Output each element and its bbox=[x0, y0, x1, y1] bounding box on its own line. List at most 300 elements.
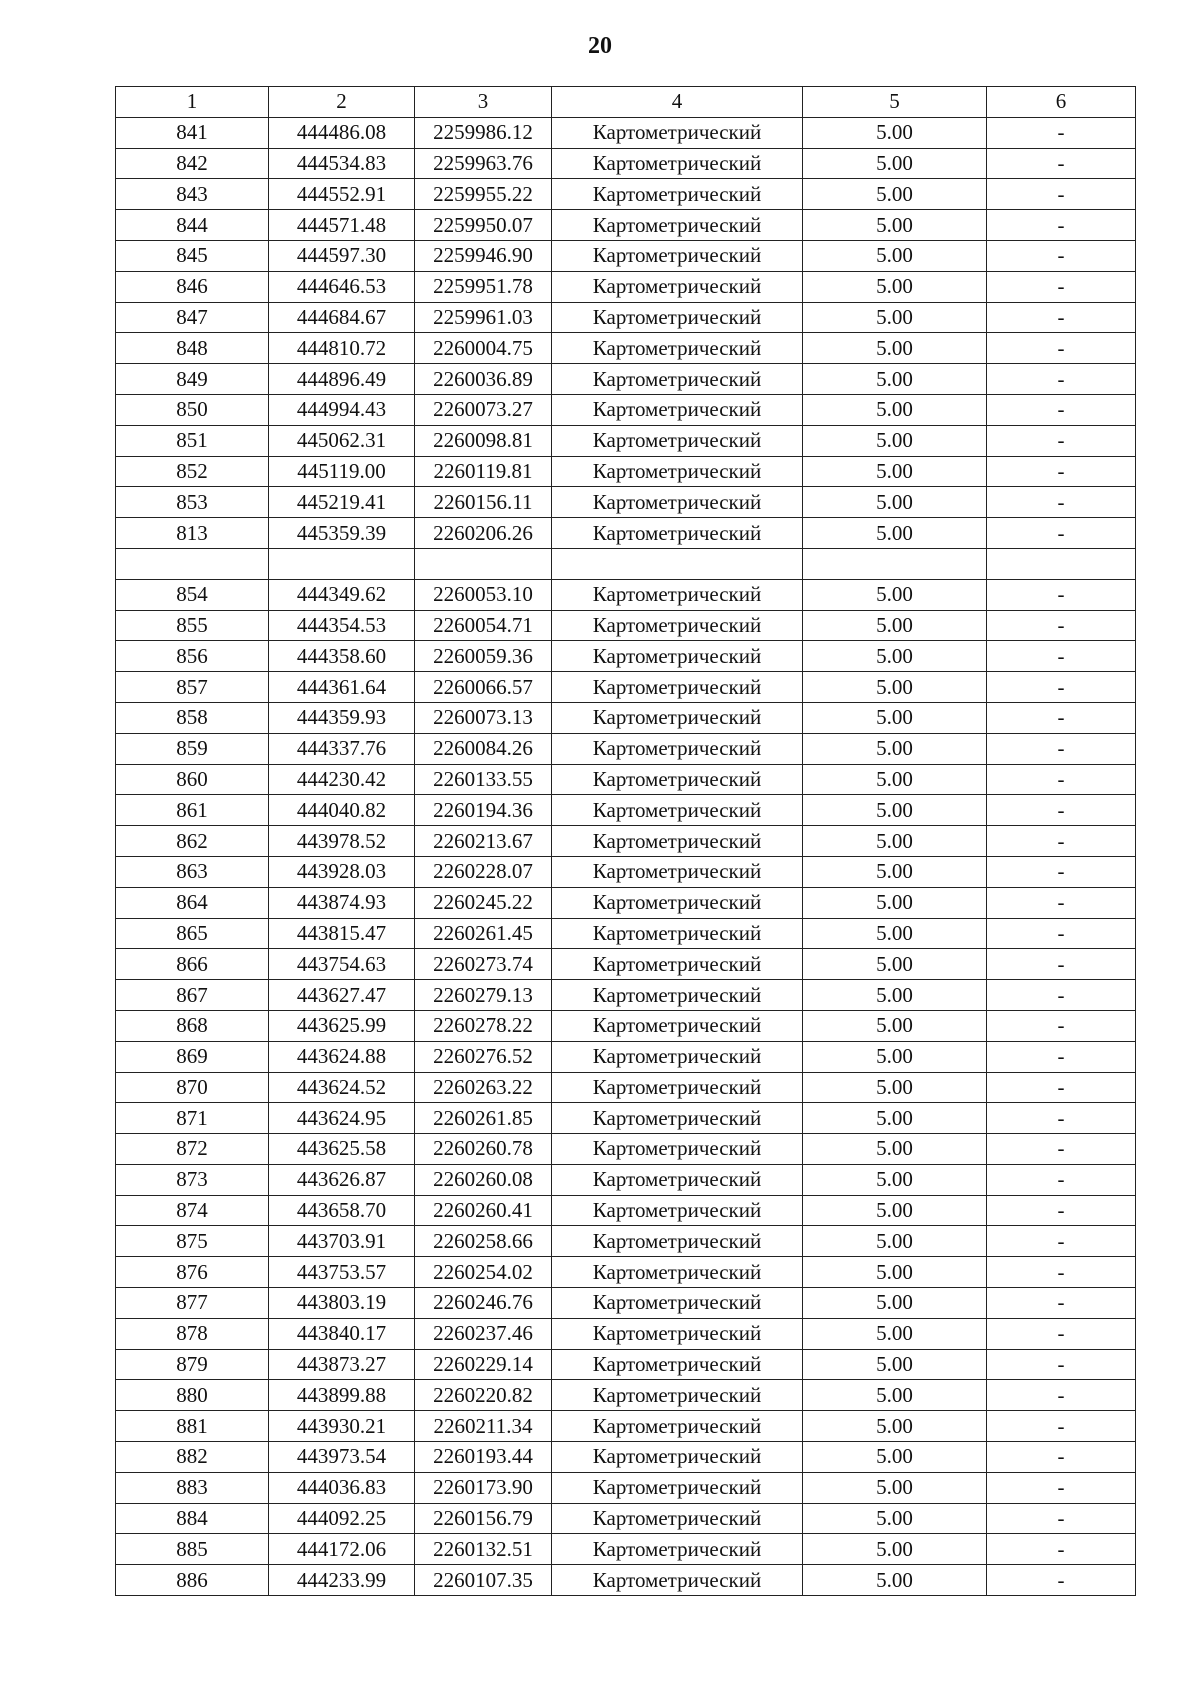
x-coordinate-cell: 443873.27 bbox=[269, 1349, 415, 1380]
table-row bbox=[116, 672, 1136, 703]
point-number-cell: 855 bbox=[116, 610, 269, 641]
point-number-cell: 862 bbox=[116, 826, 269, 857]
accuracy-cell: 5.00 bbox=[803, 1411, 987, 1442]
x-coordinate-cell: 444684.67 bbox=[269, 302, 415, 333]
page-number: 20 bbox=[588, 33, 612, 59]
method-cell: Картометрический bbox=[552, 1472, 803, 1503]
accuracy-cell: 5.00 bbox=[803, 579, 987, 610]
point-number-cell: 886 bbox=[116, 1565, 269, 1596]
y-coordinate-cell: 2260246.76 bbox=[415, 1288, 552, 1319]
accuracy-cell: 5.00 bbox=[803, 456, 987, 487]
accuracy-cell: 5.00 bbox=[803, 425, 987, 456]
table-row bbox=[116, 1472, 1136, 1503]
x-coordinate-cell: 443928.03 bbox=[269, 856, 415, 887]
point-number-cell: 844 bbox=[116, 210, 269, 241]
table-row bbox=[116, 456, 1136, 487]
method-cell: Картометрический bbox=[552, 1318, 803, 1349]
method-cell: Картометрический bbox=[552, 240, 803, 271]
x-coordinate-cell: 443753.57 bbox=[269, 1257, 415, 1288]
y-coordinate-cell: 2260132.51 bbox=[415, 1534, 552, 1565]
x-coordinate-cell: 443658.70 bbox=[269, 1195, 415, 1226]
column-header: 2 bbox=[269, 87, 415, 118]
x-coordinate-cell: 443703.91 bbox=[269, 1226, 415, 1257]
table-row bbox=[116, 1318, 1136, 1349]
note-cell: - bbox=[987, 1072, 1136, 1103]
accuracy-cell: 5.00 bbox=[803, 179, 987, 210]
point-number-cell: 852 bbox=[116, 456, 269, 487]
x-coordinate-cell: 444646.53 bbox=[269, 271, 415, 302]
note-cell: - bbox=[987, 425, 1136, 456]
point-number-cell: 868 bbox=[116, 1010, 269, 1041]
table-row bbox=[116, 1442, 1136, 1473]
x-coordinate-cell: 444337.76 bbox=[269, 733, 415, 764]
point-number-cell: 845 bbox=[116, 240, 269, 271]
x-coordinate-cell: 443626.87 bbox=[269, 1164, 415, 1195]
x-coordinate-cell: 445062.31 bbox=[269, 425, 415, 456]
point-number-cell: 863 bbox=[116, 856, 269, 887]
point-number-cell: 874 bbox=[116, 1195, 269, 1226]
point-number-cell: 885 bbox=[116, 1534, 269, 1565]
note-cell: - bbox=[987, 117, 1136, 148]
point-number-cell: 872 bbox=[116, 1134, 269, 1165]
table-row bbox=[116, 949, 1136, 980]
table-row bbox=[116, 1072, 1136, 1103]
point-number-cell: 841 bbox=[116, 117, 269, 148]
note-cell: - bbox=[987, 764, 1136, 795]
method-cell: Картометрический bbox=[552, 1103, 803, 1134]
table-row bbox=[116, 980, 1136, 1011]
accuracy-cell: 5.00 bbox=[803, 1072, 987, 1103]
y-coordinate-cell: 2260261.45 bbox=[415, 918, 552, 949]
method-cell: Картометрический bbox=[552, 1565, 803, 1596]
y-coordinate-cell: 2260054.71 bbox=[415, 610, 552, 641]
point-number-cell: 866 bbox=[116, 949, 269, 980]
method-cell: Картометрический bbox=[552, 764, 803, 795]
x-coordinate-cell: 443874.93 bbox=[269, 887, 415, 918]
accuracy-cell: 5.00 bbox=[803, 733, 987, 764]
method-cell: Картометрический bbox=[552, 856, 803, 887]
method-cell: Картометрический bbox=[552, 1226, 803, 1257]
point-number-cell: 843 bbox=[116, 179, 269, 210]
accuracy-cell: 5.00 bbox=[803, 856, 987, 887]
point-number-cell: 854 bbox=[116, 579, 269, 610]
y-coordinate-cell: 2260229.14 bbox=[415, 1349, 552, 1380]
y-coordinate-cell: 2260004.75 bbox=[415, 333, 552, 364]
y-coordinate-cell: 2260084.26 bbox=[415, 733, 552, 764]
point-number-cell: 851 bbox=[116, 425, 269, 456]
x-coordinate-cell: 444349.62 bbox=[269, 579, 415, 610]
point-number-cell: 880 bbox=[116, 1380, 269, 1411]
y-coordinate-cell: 2260228.07 bbox=[415, 856, 552, 887]
note-cell: - bbox=[987, 702, 1136, 733]
x-coordinate-cell: 444896.49 bbox=[269, 364, 415, 395]
y-coordinate-cell: 2260220.82 bbox=[415, 1380, 552, 1411]
method-cell: Картометрический bbox=[552, 1411, 803, 1442]
method-cell: Картометрический bbox=[552, 1442, 803, 1473]
x-coordinate-cell: 444994.43 bbox=[269, 394, 415, 425]
y-coordinate-cell: 2260254.02 bbox=[415, 1257, 552, 1288]
accuracy-cell: 5.00 bbox=[803, 1164, 987, 1195]
column-header: 6 bbox=[987, 87, 1136, 118]
y-coordinate-cell: 2260173.90 bbox=[415, 1472, 552, 1503]
accuracy-cell: 5.00 bbox=[803, 271, 987, 302]
x-coordinate-cell: 444486.08 bbox=[269, 117, 415, 148]
note-cell: - bbox=[987, 179, 1136, 210]
note-cell: - bbox=[987, 518, 1136, 549]
method-cell: Картометрический bbox=[552, 425, 803, 456]
accuracy-cell: 5.00 bbox=[803, 240, 987, 271]
accuracy-cell: 5.00 bbox=[803, 1349, 987, 1380]
point-number-cell: 877 bbox=[116, 1288, 269, 1319]
table-row bbox=[116, 425, 1136, 456]
point-number-cell: 883 bbox=[116, 1472, 269, 1503]
note-cell: - bbox=[987, 856, 1136, 887]
accuracy-cell: 5.00 bbox=[803, 487, 987, 518]
y-coordinate-cell: 2260261.85 bbox=[415, 1103, 552, 1134]
y-coordinate-cell: 2260156.11 bbox=[415, 487, 552, 518]
point-number-cell: 842 bbox=[116, 148, 269, 179]
table-row bbox=[116, 856, 1136, 887]
x-coordinate-cell: 443978.52 bbox=[269, 826, 415, 857]
table-row bbox=[116, 1257, 1136, 1288]
y-coordinate-cell: 2259950.07 bbox=[415, 210, 552, 241]
y-coordinate-cell: 2260211.34 bbox=[415, 1411, 552, 1442]
y-coordinate-cell: 2260036.89 bbox=[415, 364, 552, 395]
y-coordinate-cell: 2260133.55 bbox=[415, 764, 552, 795]
header-row bbox=[116, 87, 1136, 118]
table-row bbox=[116, 333, 1136, 364]
accuracy-cell: 5.00 bbox=[803, 980, 987, 1011]
accuracy-cell: 5.00 bbox=[803, 117, 987, 148]
method-cell: Картометрический bbox=[552, 1134, 803, 1165]
table-row bbox=[116, 117, 1136, 148]
table-row bbox=[116, 1565, 1136, 1596]
table-row bbox=[116, 364, 1136, 395]
y-coordinate-cell: 2260107.35 bbox=[415, 1565, 552, 1596]
y-coordinate-cell: 2260258.66 bbox=[415, 1226, 552, 1257]
method-cell: Картометрический bbox=[552, 456, 803, 487]
accuracy-cell: 5.00 bbox=[803, 1226, 987, 1257]
y-coordinate-cell bbox=[415, 548, 552, 579]
x-coordinate-cell: 444361.64 bbox=[269, 672, 415, 703]
y-coordinate-cell: 2259946.90 bbox=[415, 240, 552, 271]
note-cell: - bbox=[987, 1318, 1136, 1349]
point-number-cell: 876 bbox=[116, 1257, 269, 1288]
method-cell: Картометрический bbox=[552, 795, 803, 826]
table-row bbox=[116, 1134, 1136, 1165]
method-cell: Картометрический bbox=[552, 1257, 803, 1288]
x-coordinate-cell: 444358.60 bbox=[269, 641, 415, 672]
y-coordinate-cell: 2259986.12 bbox=[415, 117, 552, 148]
accuracy-cell: 5.00 bbox=[803, 1010, 987, 1041]
table-header bbox=[116, 87, 1136, 118]
point-number-cell: 856 bbox=[116, 641, 269, 672]
accuracy-cell: 5.00 bbox=[803, 887, 987, 918]
y-coordinate-cell: 2260156.79 bbox=[415, 1503, 552, 1534]
note-cell: - bbox=[987, 795, 1136, 826]
note-cell: - bbox=[987, 1041, 1136, 1072]
x-coordinate-cell: 444354.53 bbox=[269, 610, 415, 641]
accuracy-cell: 5.00 bbox=[803, 795, 987, 826]
method-cell: Картометрический bbox=[552, 1195, 803, 1226]
y-coordinate-cell: 2260278.22 bbox=[415, 1010, 552, 1041]
accuracy-cell: 5.00 bbox=[803, 1288, 987, 1319]
x-coordinate-cell: 444172.06 bbox=[269, 1534, 415, 1565]
note-cell: - bbox=[987, 456, 1136, 487]
note-cell: - bbox=[987, 1534, 1136, 1565]
note-cell: - bbox=[987, 1134, 1136, 1165]
y-coordinate-cell: 2260273.74 bbox=[415, 949, 552, 980]
accuracy-cell: 5.00 bbox=[803, 641, 987, 672]
y-coordinate-cell: 2260260.78 bbox=[415, 1134, 552, 1165]
note-cell: - bbox=[987, 610, 1136, 641]
table-row bbox=[116, 1349, 1136, 1380]
y-coordinate-cell: 2260073.13 bbox=[415, 702, 552, 733]
table-row bbox=[116, 1226, 1136, 1257]
point-number-cell bbox=[116, 548, 269, 579]
x-coordinate-cell: 445359.39 bbox=[269, 518, 415, 549]
x-coordinate-cell: 444534.83 bbox=[269, 148, 415, 179]
note-cell: - bbox=[987, 394, 1136, 425]
x-coordinate-cell: 443627.47 bbox=[269, 980, 415, 1011]
note-cell bbox=[987, 548, 1136, 579]
note-cell: - bbox=[987, 333, 1136, 364]
method-cell: Картометрический bbox=[552, 733, 803, 764]
x-coordinate-cell: 445119.00 bbox=[269, 456, 415, 487]
note-cell: - bbox=[987, 487, 1136, 518]
table-row bbox=[116, 548, 1136, 579]
point-number-cell: 847 bbox=[116, 302, 269, 333]
coordinates-table bbox=[115, 86, 1136, 1596]
note-cell: - bbox=[987, 918, 1136, 949]
accuracy-cell: 5.00 bbox=[803, 394, 987, 425]
accuracy-cell: 5.00 bbox=[803, 1103, 987, 1134]
accuracy-cell: 5.00 bbox=[803, 518, 987, 549]
note-cell: - bbox=[987, 1380, 1136, 1411]
x-coordinate-cell: 444359.93 bbox=[269, 702, 415, 733]
accuracy-cell bbox=[803, 548, 987, 579]
note-cell: - bbox=[987, 1503, 1136, 1534]
method-cell: Картометрический bbox=[552, 1534, 803, 1565]
table-row bbox=[116, 1195, 1136, 1226]
table-body bbox=[116, 117, 1136, 1595]
point-number-cell: 873 bbox=[116, 1164, 269, 1195]
table-row bbox=[116, 826, 1136, 857]
x-coordinate-cell: 443754.63 bbox=[269, 949, 415, 980]
note-cell: - bbox=[987, 271, 1136, 302]
accuracy-cell: 5.00 bbox=[803, 1380, 987, 1411]
method-cell: Картометрический bbox=[552, 518, 803, 549]
point-number-cell: 850 bbox=[116, 394, 269, 425]
y-coordinate-cell: 2260194.36 bbox=[415, 795, 552, 826]
column-header: 3 bbox=[415, 87, 552, 118]
note-cell: - bbox=[987, 302, 1136, 333]
method-cell: Картометрический bbox=[552, 1288, 803, 1319]
x-coordinate-cell: 444092.25 bbox=[269, 1503, 415, 1534]
note-cell: - bbox=[987, 364, 1136, 395]
y-coordinate-cell: 2260066.57 bbox=[415, 672, 552, 703]
accuracy-cell: 5.00 bbox=[803, 1534, 987, 1565]
x-coordinate-cell: 444597.30 bbox=[269, 240, 415, 271]
accuracy-cell: 5.00 bbox=[803, 333, 987, 364]
x-coordinate-cell: 443624.88 bbox=[269, 1041, 415, 1072]
method-cell: Картометрический bbox=[552, 672, 803, 703]
accuracy-cell: 5.00 bbox=[803, 1472, 987, 1503]
point-number-cell: 871 bbox=[116, 1103, 269, 1134]
note-cell: - bbox=[987, 1195, 1136, 1226]
accuracy-cell: 5.00 bbox=[803, 610, 987, 641]
y-coordinate-cell: 2260260.08 bbox=[415, 1164, 552, 1195]
method-cell: Картометрический bbox=[552, 579, 803, 610]
y-coordinate-cell: 2260213.67 bbox=[415, 826, 552, 857]
method-cell: Картометрический bbox=[552, 179, 803, 210]
table-row bbox=[116, 240, 1136, 271]
note-cell: - bbox=[987, 1472, 1136, 1503]
table-row bbox=[116, 610, 1136, 641]
method-cell: Картометрический bbox=[552, 1380, 803, 1411]
table-row bbox=[116, 1164, 1136, 1195]
method-cell: Картометрический bbox=[552, 364, 803, 395]
method-cell: Картометрический bbox=[552, 1072, 803, 1103]
method-cell bbox=[552, 548, 803, 579]
point-number-cell: 848 bbox=[116, 333, 269, 364]
note-cell: - bbox=[987, 949, 1136, 980]
table-row bbox=[116, 702, 1136, 733]
y-coordinate-cell: 2260245.22 bbox=[415, 887, 552, 918]
point-number-cell: 849 bbox=[116, 364, 269, 395]
table-row bbox=[116, 764, 1136, 795]
table-row bbox=[116, 148, 1136, 179]
point-number-cell: 875 bbox=[116, 1226, 269, 1257]
y-coordinate-cell: 2260276.52 bbox=[415, 1041, 552, 1072]
table-row bbox=[116, 210, 1136, 241]
note-cell: - bbox=[987, 887, 1136, 918]
accuracy-cell: 5.00 bbox=[803, 702, 987, 733]
point-number-cell: 813 bbox=[116, 518, 269, 549]
y-coordinate-cell: 2260059.36 bbox=[415, 641, 552, 672]
x-coordinate-cell: 445219.41 bbox=[269, 487, 415, 518]
table-row bbox=[116, 795, 1136, 826]
accuracy-cell: 5.00 bbox=[803, 210, 987, 241]
x-coordinate-cell: 443815.47 bbox=[269, 918, 415, 949]
accuracy-cell: 5.00 bbox=[803, 949, 987, 980]
note-cell: - bbox=[987, 1565, 1136, 1596]
table-row bbox=[116, 1103, 1136, 1134]
method-cell: Картометрический bbox=[552, 302, 803, 333]
method-cell: Картометрический bbox=[552, 394, 803, 425]
accuracy-cell: 5.00 bbox=[803, 1318, 987, 1349]
y-coordinate-cell: 2259951.78 bbox=[415, 271, 552, 302]
table-row bbox=[116, 1380, 1136, 1411]
point-number-cell: 846 bbox=[116, 271, 269, 302]
accuracy-cell: 5.00 bbox=[803, 1257, 987, 1288]
x-coordinate-cell: 444040.82 bbox=[269, 795, 415, 826]
y-coordinate-cell: 2259961.03 bbox=[415, 302, 552, 333]
method-cell: Картометрический bbox=[552, 1164, 803, 1195]
note-cell: - bbox=[987, 733, 1136, 764]
method-cell: Картометрический bbox=[552, 487, 803, 518]
point-number-cell: 853 bbox=[116, 487, 269, 518]
x-coordinate-cell: 443624.52 bbox=[269, 1072, 415, 1103]
note-cell: - bbox=[987, 1442, 1136, 1473]
table-row bbox=[116, 887, 1136, 918]
y-coordinate-cell: 2260206.26 bbox=[415, 518, 552, 549]
method-cell: Картометрический bbox=[552, 610, 803, 641]
x-coordinate-cell bbox=[269, 548, 415, 579]
accuracy-cell: 5.00 bbox=[803, 148, 987, 179]
point-number-cell: 867 bbox=[116, 980, 269, 1011]
column-header: 4 bbox=[552, 87, 803, 118]
point-number-cell: 882 bbox=[116, 1442, 269, 1473]
table-row bbox=[116, 1411, 1136, 1442]
x-coordinate-cell: 443625.58 bbox=[269, 1134, 415, 1165]
accuracy-cell: 5.00 bbox=[803, 672, 987, 703]
accuracy-cell: 5.00 bbox=[803, 764, 987, 795]
y-coordinate-cell: 2259963.76 bbox=[415, 148, 552, 179]
point-number-cell: 861 bbox=[116, 795, 269, 826]
note-cell: - bbox=[987, 1164, 1136, 1195]
method-cell: Картометрический bbox=[552, 333, 803, 364]
y-coordinate-cell: 2260119.81 bbox=[415, 456, 552, 487]
table-row bbox=[116, 733, 1136, 764]
table-row bbox=[116, 641, 1136, 672]
point-number-cell: 881 bbox=[116, 1411, 269, 1442]
method-cell: Картометрический bbox=[552, 1010, 803, 1041]
note-cell: - bbox=[987, 1257, 1136, 1288]
note-cell: - bbox=[987, 1288, 1136, 1319]
table-row bbox=[116, 302, 1136, 333]
x-coordinate-cell: 444810.72 bbox=[269, 333, 415, 364]
x-coordinate-cell: 444571.48 bbox=[269, 210, 415, 241]
table-row bbox=[116, 487, 1136, 518]
accuracy-cell: 5.00 bbox=[803, 1565, 987, 1596]
method-cell: Картометрический bbox=[552, 117, 803, 148]
table-row bbox=[116, 918, 1136, 949]
table-row bbox=[116, 271, 1136, 302]
x-coordinate-cell: 443624.95 bbox=[269, 1103, 415, 1134]
accuracy-cell: 5.00 bbox=[803, 302, 987, 333]
accuracy-cell: 5.00 bbox=[803, 1041, 987, 1072]
point-number-cell: 879 bbox=[116, 1349, 269, 1380]
note-cell: - bbox=[987, 1226, 1136, 1257]
method-cell: Картометрический bbox=[552, 148, 803, 179]
y-coordinate-cell: 2260237.46 bbox=[415, 1318, 552, 1349]
method-cell: Картометрический bbox=[552, 918, 803, 949]
method-cell: Картометрический bbox=[552, 1041, 803, 1072]
x-coordinate-cell: 443840.17 bbox=[269, 1318, 415, 1349]
note-cell: - bbox=[987, 240, 1136, 271]
note-cell: - bbox=[987, 826, 1136, 857]
method-cell: Картометрический bbox=[552, 641, 803, 672]
method-cell: Картометрический bbox=[552, 980, 803, 1011]
y-coordinate-cell: 2259955.22 bbox=[415, 179, 552, 210]
accuracy-cell: 5.00 bbox=[803, 1134, 987, 1165]
point-number-cell: 857 bbox=[116, 672, 269, 703]
method-cell: Картометрический bbox=[552, 702, 803, 733]
y-coordinate-cell: 2260279.13 bbox=[415, 980, 552, 1011]
point-number-cell: 860 bbox=[116, 764, 269, 795]
y-coordinate-cell: 2260073.27 bbox=[415, 394, 552, 425]
table-row bbox=[116, 1534, 1136, 1565]
point-number-cell: 869 bbox=[116, 1041, 269, 1072]
method-cell: Картометрический bbox=[552, 949, 803, 980]
accuracy-cell: 5.00 bbox=[803, 918, 987, 949]
table-row bbox=[116, 518, 1136, 549]
method-cell: Картометрический bbox=[552, 1503, 803, 1534]
table-row bbox=[116, 1503, 1136, 1534]
x-coordinate-cell: 443625.99 bbox=[269, 1010, 415, 1041]
note-cell: - bbox=[987, 1010, 1136, 1041]
